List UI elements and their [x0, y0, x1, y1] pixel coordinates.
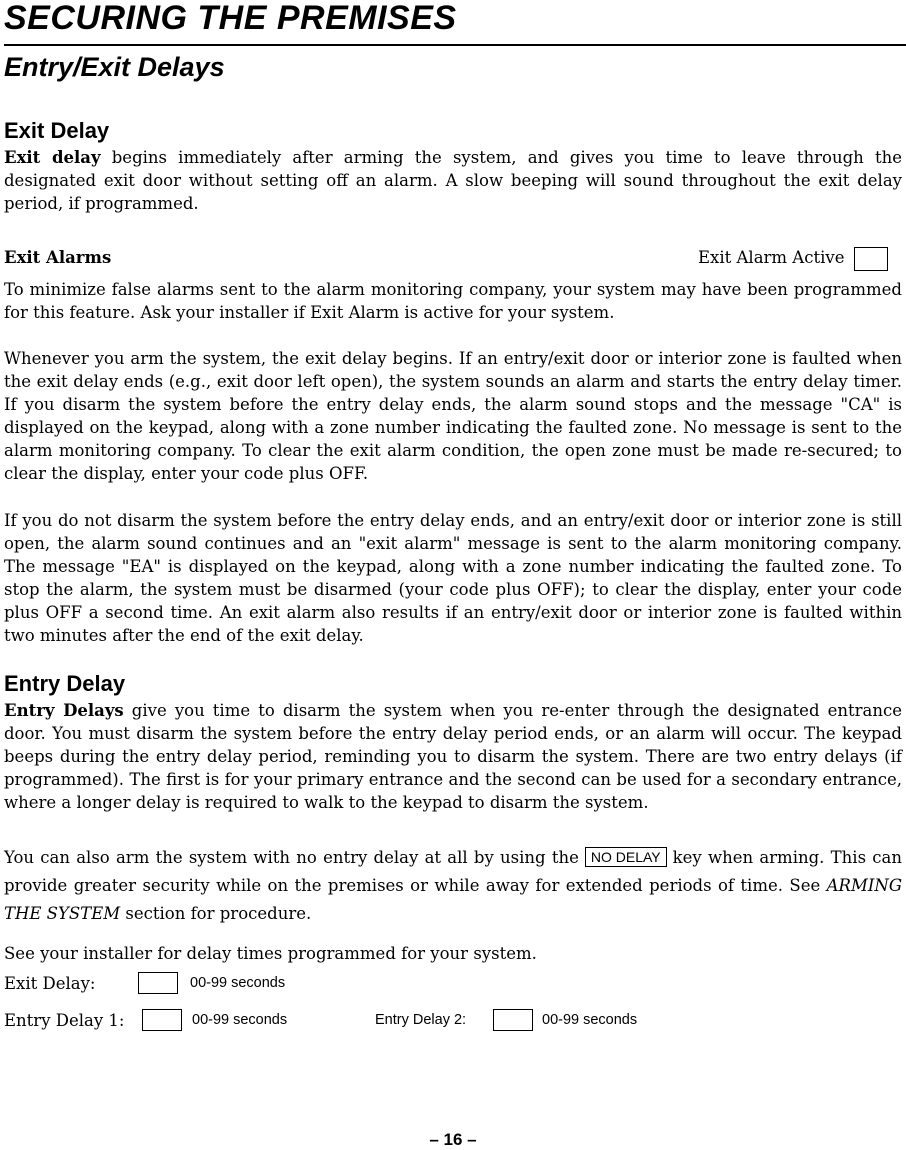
exit-delay-time-label: Exit Delay:	[4, 974, 96, 993]
entry-delay-2-range: 00-99 seconds	[542, 1012, 638, 1028]
exit-delay-paragraph	[4, 146, 902, 215]
entry-delay-lead: Entry Delays	[4, 701, 124, 720]
entry-delay-time-row	[4, 1009, 902, 1032]
entry-delay-1-box[interactable]	[142, 1009, 182, 1031]
title-rule	[4, 44, 906, 46]
entry-delay-heading: Entry Delay	[4, 671, 126, 696]
exit-alarms-row	[4, 246, 902, 269]
exit-delay-time-box[interactable]	[138, 972, 178, 994]
arming-system-reference: ARMING THE SYSTEM	[4, 876, 902, 923]
no-delay-post: key when arming. This can provide greater security while on the premises or while away for extended periods of time. See	[4, 848, 902, 895]
no-delay-end: section for procedure.	[120, 904, 312, 923]
installer-note: See your installer for delay times programmed for your system.	[4, 944, 537, 963]
exit-delay-time-row	[4, 972, 902, 995]
entry-delay-2-box[interactable]	[493, 1009, 533, 1031]
no-delay-key: NO DELAY	[585, 847, 667, 867]
entry-delay-2-label: Entry Delay 2:	[375, 1012, 467, 1028]
entry-delay-paragraph	[4, 699, 902, 814]
exit-alarms-heading: Exit Alarms	[4, 248, 112, 267]
exit-alarms-paragraph-3: If you do not disarm the system before the entry delay ends, and an entry/exit door or interior zone is still open, the alarm sound continues and an "exit alarm" message is sent to the alarm monitoring company. The message "EA" is displayed on the keypad, along with a zone number indicating the faulted zone. To stop the alarm, the system must be disarmed (your code plus OFF); to clear the display, enter your code plus OFF a second time. An exit alarm also results if an entry/exit door or interior zone is faulted within two minutes after the end of the exit delay.	[4, 511, 902, 645]
exit-alarm-active	[698, 246, 888, 271]
page-number: – 16 –	[429, 1130, 477, 1149]
exit-delay-text: begins immediately after arming the system, and gives you time to leave through the designated exit door without setting off an alarm. A slow beeping will sound throughout the exit delay period, if programmed.	[4, 148, 902, 213]
exit-alarms-paragraph-1: To minimize false alarms sent to the alarm monitoring company, your system may have been programmed for this feature. Ask your installer if Exit Alarm is active for your system.	[4, 280, 902, 322]
no-delay-pre: You can also arm the system with no entry delay at all by using the	[4, 848, 579, 867]
entry-delay-1-label: Entry Delay 1:	[4, 1011, 125, 1030]
exit-delay-range: 00-99 seconds	[190, 975, 286, 991]
exit-alarm-active-checkbox[interactable]	[854, 247, 888, 271]
no-delay-paragraph	[4, 844, 902, 928]
exit-alarm-active-label: Exit Alarm Active	[698, 248, 845, 267]
exit-alarms-paragraph-2: Whenever you arm the system, the exit delay begins. If an entry/exit door or interior zone is faulted when the exit delay ends (e.g., exit door left open), the system sounds an alarm and starts the entry delay timer. If you disarm the system before the entry delay ends, the alarm sound stops and the message "CA" is displayed on the keypad, along with a zone number indicating the faulted zone. No message is sent to the alarm monitoring company. To clear the exit alarm condition, the open zone must be made re-secured; to clear the display, enter your code plus OFF.	[4, 349, 902, 483]
page-title: SECURING THE PREMISES	[4, 0, 457, 37]
exit-delay-heading: Exit Delay	[4, 118, 110, 143]
entry-delay-1-range: 00-99 seconds	[192, 1012, 288, 1028]
entry-delay-text: give you time to disarm the system when you re-enter through the designated entrance door. You must disarm the system before the entry delay period ends, or an alarm will occur. The keypad beeps during the entry delay period, reminding you to disarm the system. There are two entry delays (if programmed). The first is for your primary entrance and the second can be used for a secondary entrance, where a longer delay is required to walk to the keypad to disarm the system.	[4, 701, 902, 812]
section-title: Entry/Exit Delays	[4, 52, 225, 82]
exit-delay-lead: Exit delay	[4, 148, 101, 167]
